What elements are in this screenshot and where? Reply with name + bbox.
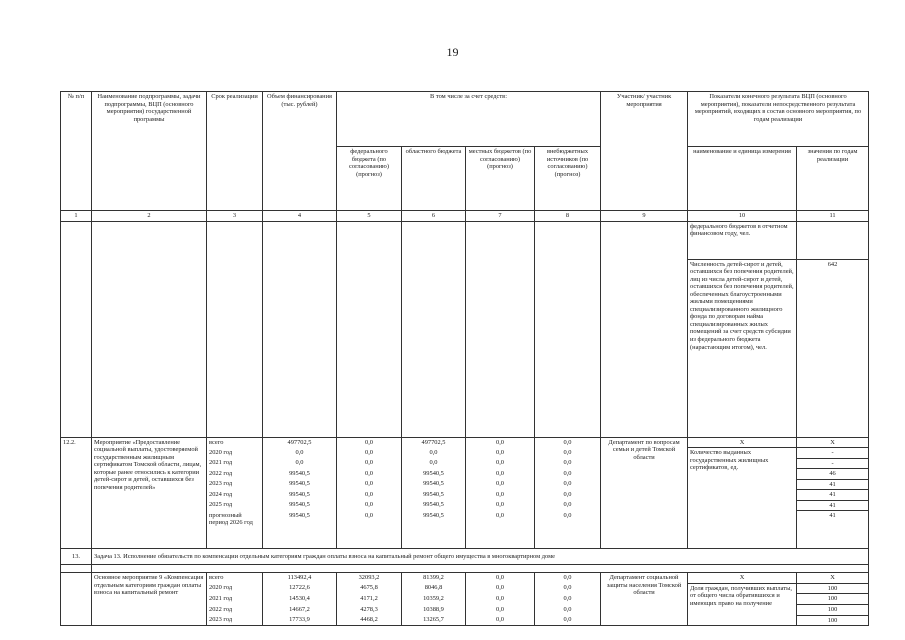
term-cell: 2020 год bbox=[207, 583, 263, 594]
term-cell: прогнозный период 2026 год bbox=[207, 511, 263, 549]
value-cell: 100 bbox=[797, 615, 869, 626]
local-cell: 0,0 bbox=[466, 479, 535, 490]
task-13-text: Задача 13. Исполнение обязательств по компенсации отдельным категориям граждан оплаты взноса на капитальный ремонт общего имущества в многоквартирном доме bbox=[92, 549, 869, 565]
extra-cell: 0,0 bbox=[535, 500, 601, 511]
header-regional: областного бюджета bbox=[402, 147, 466, 211]
federal-cell: 0,0 bbox=[337, 490, 402, 501]
value-cell: 41 bbox=[797, 500, 869, 511]
volume-cell: 113492,4 bbox=[263, 573, 337, 584]
col-num: 4 bbox=[263, 211, 337, 222]
value-cell: 46 bbox=[797, 469, 869, 480]
term-cell: 2025 год bbox=[207, 500, 263, 511]
federal-cell: 4468,2 bbox=[337, 615, 402, 626]
federal-cell: 0,0 bbox=[337, 500, 402, 511]
regional-cell: 10359,2 bbox=[402, 594, 466, 605]
local-cell: 0,0 bbox=[466, 469, 535, 480]
value-cell: 41 bbox=[797, 511, 869, 549]
value-cell: 100 bbox=[797, 583, 869, 594]
header-term: Срок реализации bbox=[207, 92, 263, 211]
volume-cell: 12722,6 bbox=[263, 583, 337, 594]
volume-cell: 497702,5 bbox=[263, 437, 337, 448]
extra-cell: 0,0 bbox=[535, 573, 601, 584]
local-cell: 0,0 bbox=[466, 511, 535, 549]
extra-cell: 0,0 bbox=[535, 437, 601, 448]
extra-cell: 0,0 bbox=[535, 490, 601, 501]
value-x: X bbox=[797, 573, 869, 584]
extra-cell: 0,0 bbox=[535, 511, 601, 549]
regional-cell: 0,0 bbox=[402, 448, 466, 459]
term-cell: 2020 год bbox=[207, 448, 263, 459]
extra-cell: 0,0 bbox=[535, 448, 601, 459]
participant-cell: Департамент социальной защиты населения Томской области bbox=[601, 573, 688, 626]
term-cell: 2024 год bbox=[207, 490, 263, 501]
col-num: 3 bbox=[207, 211, 263, 222]
term-cell: 2021 год bbox=[207, 458, 263, 469]
indicator-share-citizens: Доля граждан, получивших выплаты, от общего числа обратившихся и имеющих право на получение bbox=[688, 583, 797, 625]
term-cell: всего bbox=[207, 573, 263, 584]
value-cell: 41 bbox=[797, 490, 869, 501]
indicator-x: X bbox=[688, 437, 797, 448]
volume-cell: 14667,2 bbox=[263, 605, 337, 616]
federal-cell: 32093,2 bbox=[337, 573, 402, 584]
local-cell: 0,0 bbox=[466, 458, 535, 469]
value-x: X bbox=[797, 437, 869, 448]
col-num: 11 bbox=[797, 211, 869, 222]
indicator-orphans-value: 642 bbox=[797, 259, 869, 437]
value-cell: 41 bbox=[797, 479, 869, 490]
regional-cell: 10388,9 bbox=[402, 605, 466, 616]
regional-cell: 99540,5 bbox=[402, 490, 466, 501]
volume-cell: 14530,4 bbox=[263, 594, 337, 605]
main-activity-9: Основное мероприятие 9 «Компенсация отдельным категориям граждан оплаты взноса на капитальный ремонт bbox=[92, 573, 207, 626]
header-participant: Участник/ участник мероприятия bbox=[601, 92, 688, 211]
regional-cell: 81399,2 bbox=[402, 573, 466, 584]
regional-cell: 8046,8 bbox=[402, 583, 466, 594]
col-num: 6 bbox=[402, 211, 466, 222]
local-cell: 0,0 bbox=[466, 448, 535, 459]
volume-cell: 99540,5 bbox=[263, 490, 337, 501]
header-extra: внебюджетных источников (по согласованию) (прогноз) bbox=[535, 147, 601, 211]
local-cell: 0,0 bbox=[466, 437, 535, 448]
local-cell: 0,0 bbox=[466, 583, 535, 594]
federal-cell: 0,0 bbox=[337, 448, 402, 459]
extra-cell: 0,0 bbox=[535, 605, 601, 616]
federal-cell: 4171,2 bbox=[337, 594, 402, 605]
indicator-x: X bbox=[688, 573, 797, 584]
indicator-certificates: Количество выданных государственных жилищных сертификатов, ед. bbox=[688, 448, 797, 549]
header-indicator-value: значения по годам реализации bbox=[797, 147, 869, 211]
indicator-continuation: федерального бюджетов в отчетном финансовом году, чел. bbox=[688, 221, 797, 259]
activity-name: Мероприятие «Предоставление социальной выплаты, удостоверяемой государственным жилищным сертификатом Томской области, лицам, которые ранее относились к категории детей-сирот и детей, оставшихся без попечения родителей» bbox=[92, 437, 207, 549]
volume-cell: 99540,5 bbox=[263, 500, 337, 511]
term-cell: всего bbox=[207, 437, 263, 448]
extra-cell: 0,0 bbox=[535, 479, 601, 490]
extra-cell: 0,0 bbox=[535, 458, 601, 469]
col-num: 8 bbox=[535, 211, 601, 222]
extra-cell: 0,0 bbox=[535, 594, 601, 605]
col-num: 7 bbox=[466, 211, 535, 222]
volume-cell: 99540,5 bbox=[263, 511, 337, 549]
term-cell: 2022 год bbox=[207, 469, 263, 480]
extra-cell: 0,0 bbox=[535, 615, 601, 626]
federal-cell: 0,0 bbox=[337, 469, 402, 480]
regional-cell: 99540,5 bbox=[402, 469, 466, 480]
value-cell: - bbox=[797, 448, 869, 459]
regional-cell: 13265,7 bbox=[402, 615, 466, 626]
local-cell: 0,0 bbox=[466, 490, 535, 501]
col-num: 9 bbox=[601, 211, 688, 222]
federal-cell: 0,0 bbox=[337, 437, 402, 448]
local-cell: 0,0 bbox=[466, 500, 535, 511]
term-cell: 2023 год bbox=[207, 479, 263, 490]
indicator-orphans-housed: Численность детей-сирот и детей, оставшихся без попечения родителей, лиц из числа детей-сирот и детей, оставшихся без попечения родителей, обеспеченных благоустроенными жилыми помещениями специализированного жилищного фонда по договорам найма специализированных жилых помещений за счет средств субсидии из федерального бюджета (нарастающим итогом), чел. bbox=[688, 259, 797, 437]
header-local: местных бюджетов (по согласованию) (прогноз) bbox=[466, 147, 535, 211]
volume-cell: 0,0 bbox=[263, 458, 337, 469]
federal-cell: 4278,3 bbox=[337, 605, 402, 616]
local-cell: 0,0 bbox=[466, 615, 535, 626]
header-federal: федерального бюджета (по согласованию) (прогноз) bbox=[337, 147, 402, 211]
local-cell: 0,0 bbox=[466, 573, 535, 584]
term-cell: 2023 год bbox=[207, 615, 263, 626]
row-number: 12.2. bbox=[61, 437, 92, 549]
task-number: 13. bbox=[61, 549, 92, 565]
federal-cell: 4675,8 bbox=[337, 583, 402, 594]
col-num: 10 bbox=[688, 211, 797, 222]
header-name: Наименование подпрограммы, задачи подпрограммы, ВЦП (основного мероприятия) государственной программы bbox=[92, 92, 207, 211]
federal-cell: 0,0 bbox=[337, 479, 402, 490]
volume-cell: 17733,9 bbox=[263, 615, 337, 626]
header-volume: Объем финансирования (тыс. рублей) bbox=[263, 92, 337, 211]
regional-cell: 99540,5 bbox=[402, 479, 466, 490]
extra-cell: 0,0 bbox=[535, 583, 601, 594]
term-cell: 2021 год bbox=[207, 594, 263, 605]
regional-cell: 99540,5 bbox=[402, 500, 466, 511]
header-indicators: Показатели конечного результата ВЦП (основного мероприятия), показатели непосредственного результата мероприятий, входящих в состав основного мероприятия, по годам реализации bbox=[688, 92, 869, 147]
col-num: 2 bbox=[92, 211, 207, 222]
column-numbers-row bbox=[61, 211, 869, 222]
extra-cell: 0,0 bbox=[535, 469, 601, 480]
local-cell: 0,0 bbox=[466, 605, 535, 616]
volume-cell: 0,0 bbox=[263, 448, 337, 459]
regional-cell: 0,0 bbox=[402, 458, 466, 469]
regional-cell: 497702,5 bbox=[402, 437, 466, 448]
participant-cell: Департамент по вопросам семьи и детей Томской области bbox=[601, 437, 688, 549]
page-number: 19 bbox=[446, 45, 459, 59]
col-num: 1 bbox=[61, 211, 92, 222]
term-cell: 2022 год bbox=[207, 605, 263, 616]
header-including: В том числе за счет средств: bbox=[337, 92, 601, 147]
header-num: № п/п bbox=[61, 92, 92, 211]
program-table bbox=[60, 91, 869, 626]
federal-cell: 0,0 bbox=[337, 458, 402, 469]
volume-cell: 99540,5 bbox=[263, 469, 337, 480]
regional-cell: 99540,5 bbox=[402, 511, 466, 549]
local-cell: 0,0 bbox=[466, 594, 535, 605]
header-indicator-name: наименование и единица измерения bbox=[688, 147, 797, 211]
value-cell: 100 bbox=[797, 605, 869, 616]
value-cell: - bbox=[797, 458, 869, 469]
value-cell: 100 bbox=[797, 594, 869, 605]
volume-cell: 99540,5 bbox=[263, 479, 337, 490]
col-num: 5 bbox=[337, 211, 402, 222]
federal-cell: 0,0 bbox=[337, 511, 402, 549]
